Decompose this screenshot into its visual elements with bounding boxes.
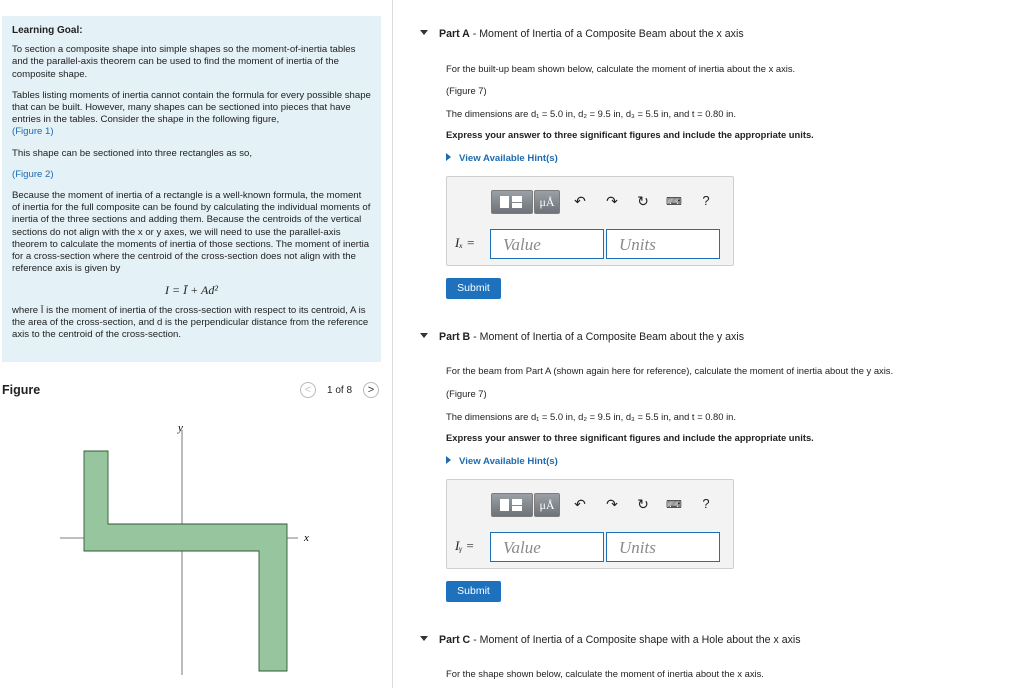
chevron-left-icon: < bbox=[304, 384, 312, 396]
learning-goal-panel bbox=[2, 16, 381, 362]
goal-paragraph-1: To section a composite shape into simple shapes so the moment-of-inertia tables and the parallel-axis theorem can be used to find the moment of inertia of the composite shape. bbox=[12, 44, 356, 80]
undo-icon[interactable]: ↶ bbox=[574, 496, 586, 512]
composite-shape-figure bbox=[40, 410, 340, 680]
part-a-submit-button[interactable]: Submit bbox=[446, 278, 501, 299]
learning-goal-title: Learning Goal: bbox=[12, 25, 83, 36]
goal-paragraph-5: Because the moment of inertia of a rectangle is a well-known formula, the moment of inertia for the full composite can be found by calculating the individual moments of inertia of the three sections and adding them. Because the centroids of the vertical sections do not align with the x or y axes, we will need to use the parallel-axis theorem to calculate the moments of inertia of those sections. The moment of inertia for a cross-section where the centroid of the cross-section does not align with the reference axis is given by bbox=[12, 190, 371, 275]
goal-paragraph-6: where Ī is the moment of inertia of the cross-section with respect to its centroid, A is the area of the cross-section, and d is the perpendicular distance from the reference axis to the centroid of the cross-section. bbox=[12, 304, 369, 341]
part-b-header[interactable]: Part B - Moment of Inertia of a Composite Beam about the y axis bbox=[420, 331, 744, 343]
part-b-value-input[interactable]: Value bbox=[490, 532, 604, 562]
y-axis-label: y bbox=[178, 422, 183, 434]
units-symbols-button[interactable]: μÅ bbox=[534, 190, 560, 214]
prev-figure-button[interactable] bbox=[300, 382, 316, 398]
template-icon bbox=[500, 499, 509, 511]
reset-icon[interactable]: ↻ bbox=[637, 496, 649, 512]
part-b-submit-button[interactable]: Submit bbox=[446, 581, 501, 602]
part-a-figure-link[interactable]: (Figure 7) bbox=[446, 85, 487, 96]
templates-button[interactable] bbox=[491, 190, 533, 214]
part-b-description: For the beam from Part A (shown again here for reference), calculate the moment of inertia about the y axis. bbox=[446, 365, 894, 376]
part-b-units-input[interactable]: Units bbox=[606, 532, 720, 562]
figure-2-link[interactable]: (Figure 2) bbox=[12, 168, 54, 180]
part-b-answer-box bbox=[446, 479, 734, 569]
part-a-header[interactable]: Part A - Moment of Inertia of a Composite Beam about the x axis bbox=[420, 28, 744, 40]
redo-icon[interactable]: ↷ bbox=[606, 193, 618, 209]
part-b-dimensions: The dimensions are d₁ = 5.0 in, d₂ = 9.5 in, d₃ = 5.5 in, and t = 0.80 in. bbox=[446, 411, 736, 422]
reset-icon[interactable]: ↻ bbox=[637, 193, 649, 209]
collapse-triangle-icon bbox=[420, 30, 428, 35]
part-a-description: For the built-up beam shown below, calculate the moment of inertia about the x axis. bbox=[446, 63, 796, 74]
keyboard-icon[interactable]: ⌨ bbox=[666, 499, 682, 511]
expand-triangle-icon bbox=[446, 456, 451, 464]
part-a-hints-toggle[interactable]: View Available Hint(s) bbox=[446, 153, 558, 164]
collapse-triangle-icon bbox=[420, 333, 428, 338]
part-a-value-input[interactable]: Value bbox=[490, 229, 604, 259]
part-b-hints-toggle[interactable]: View Available Hint(s) bbox=[446, 456, 558, 467]
templates-button[interactable] bbox=[491, 493, 533, 517]
redo-icon[interactable]: ↷ bbox=[606, 496, 618, 512]
next-figure-button[interactable] bbox=[363, 382, 379, 398]
part-c-description: For the shape shown below, calculate the moment of inertia about the x axis. bbox=[446, 668, 764, 679]
template-icon bbox=[500, 196, 509, 208]
help-button[interactable]: ? bbox=[702, 193, 710, 208]
expand-triangle-icon bbox=[446, 153, 451, 161]
collapse-triangle-icon bbox=[420, 636, 428, 641]
keyboard-icon[interactable]: ⌨ bbox=[666, 196, 682, 208]
figure-counter: 1 of 8 bbox=[327, 385, 353, 396]
figure-1-link[interactable]: (Figure 1) bbox=[12, 126, 54, 138]
part-b-instruction: Express your answer to three significant figures and include the appropriate units. bbox=[446, 432, 814, 443]
goal-paragraph-3: This shape can be sectioned into three rectangles as so, bbox=[12, 147, 252, 159]
chevron-right-icon: > bbox=[367, 384, 375, 396]
parallel-axis-formula: I = Ī + Ad² bbox=[165, 283, 218, 298]
part-a-dimensions: The dimensions are d₁ = 5.0 in, d₂ = 9.5 in, d₃ = 5.5 in, and t = 0.80 in. bbox=[446, 108, 736, 119]
part-c-header[interactable]: Part C - Moment of Inertia of a Composite shape with a Hole about the x axis bbox=[420, 634, 801, 646]
figure-header bbox=[2, 382, 381, 402]
part-a-units-input[interactable]: Units bbox=[606, 229, 720, 259]
composite-beam-shape bbox=[84, 451, 287, 671]
part-a-equation-label: Iₓ = bbox=[455, 235, 476, 250]
part-b-equation-label: Iᵧ = bbox=[455, 538, 475, 553]
goal-paragraph-2: Tables listing moments of inertia cannot contain the formula for every possible shape that can be built. However, many shapes can be sectioned into pieces that have entries in the tables. Consider the shape in the following figure, (Figure 1) bbox=[12, 89, 371, 138]
units-symbols-button[interactable]: μÅ bbox=[534, 493, 560, 517]
part-a-answer-box bbox=[446, 176, 734, 266]
part-b-figure-link[interactable]: (Figure 7) bbox=[446, 388, 487, 399]
x-axis-label: x bbox=[304, 532, 309, 544]
figure-title: Figure bbox=[2, 383, 41, 397]
left-panel bbox=[0, 0, 392, 688]
undo-icon[interactable]: ↶ bbox=[574, 193, 586, 209]
column-divider bbox=[392, 0, 393, 688]
part-a-instruction: Express your answer to three significant figures and include the appropriate units. bbox=[446, 129, 814, 140]
help-button[interactable]: ? bbox=[702, 496, 710, 511]
goal-paragraph-4 bbox=[12, 169, 371, 181]
